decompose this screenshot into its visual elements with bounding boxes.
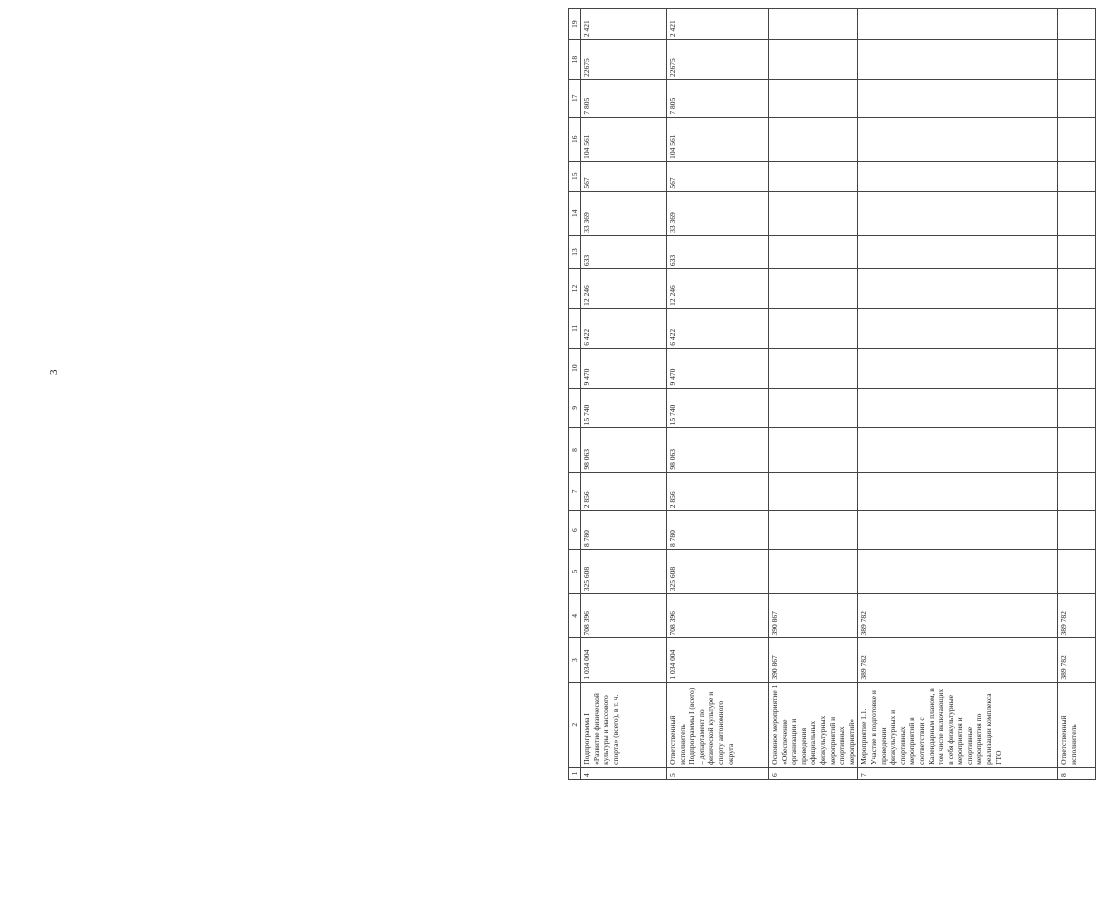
value-cell: 9 470 [581,348,667,388]
value-cell [1058,161,1096,191]
value-cell [769,388,858,428]
value-cell: 33 369 [581,191,667,235]
value-cell: 390 867 [769,638,858,682]
value-cell [858,388,1058,428]
value-cell [858,269,1058,309]
column-header: 18 [569,40,581,80]
row-description-cell: Ответственный исполнитель Подпрограммы I (всего) – департамент по физической культуре и спорту автономного округа [667,682,769,767]
value-cell [1058,428,1096,472]
value-cell [1058,9,1096,40]
value-cell [858,79,1058,117]
value-cell: 1 034 004 [581,638,667,682]
value-cell [858,428,1058,472]
value-cell [769,235,858,268]
value-cell [769,117,858,161]
value-cell: 2 421 [667,9,769,40]
column-header: 7 [569,472,581,511]
value-cell: 12 246 [581,269,667,309]
row-number-cell: 5 [667,767,769,779]
value-cell [858,348,1058,388]
column-header: 12 [569,269,581,309]
value-cell: 633 [667,235,769,268]
value-cell [858,511,1058,550]
row-number-cell: 8 [1058,767,1096,779]
value-cell: 12 246 [667,269,769,309]
value-cell: 389 782 [1058,638,1096,682]
page-number: 3 [48,369,60,375]
table-row [858,9,1058,780]
row-number-cell: 4 [581,767,667,779]
value-cell [769,549,858,593]
value-cell [858,191,1058,235]
value-cell: 389 782 [858,594,1058,638]
value-cell: 8 780 [667,511,769,550]
value-cell [1058,40,1096,80]
value-cell: 104 561 [581,117,667,161]
value-cell [1058,235,1096,268]
table-row [1058,9,1096,780]
value-cell: 325 608 [581,549,667,593]
value-cell: 2 421 [581,9,667,40]
value-cell [858,117,1058,161]
row-number-cell: 6 [769,767,858,779]
value-cell: 567 [667,161,769,191]
column-header: 17 [569,79,581,117]
header-row [569,9,581,780]
value-cell: 6 422 [581,308,667,348]
value-cell: 7 805 [581,79,667,117]
value-cell [1058,269,1096,309]
value-cell [858,549,1058,593]
value-cell [858,9,1058,40]
value-cell [858,161,1058,191]
table-row [581,9,667,780]
column-header: 8 [569,428,581,472]
value-cell [1058,472,1096,511]
column-header: 16 [569,117,581,161]
value-cell: 15 740 [667,388,769,428]
value-cell [769,472,858,511]
value-cell: 1 034 004 [667,638,769,682]
value-cell [769,161,858,191]
value-cell [769,428,858,472]
value-cell: 6 422 [667,308,769,348]
column-header: 10 [569,348,581,388]
value-cell: 708 396 [581,594,667,638]
value-cell [1058,308,1096,348]
column-header: 9 [569,388,581,428]
value-cell: 8 780 [581,511,667,550]
value-cell [858,40,1058,80]
value-cell [1058,348,1096,388]
value-cell [769,79,858,117]
value-cell: 708 396 [667,594,769,638]
value-cell: 9 470 [667,348,769,388]
column-header: 6 [569,511,581,550]
row-description-cell: Мероприятие 1.1. Участие в подготовке и проведении физкультурных и спортивных мероприятий в соответствии с Календарным планом, в том числе включающих в себя физкультурные мероприятия и спортивные мероприятия по реализации комплекса ГТО [858,682,1058,767]
table-wrapper [568,8,1096,780]
value-cell [1058,388,1096,428]
column-header: 3 [569,638,581,682]
value-cell [769,348,858,388]
budget-table [568,8,1096,780]
value-cell [1058,117,1096,161]
column-header: 15 [569,161,581,191]
column-header: 4 [569,594,581,638]
table-row [769,9,858,780]
value-cell: 22675 [581,40,667,80]
value-cell [769,40,858,80]
column-header: 11 [569,308,581,348]
row-description-cell: Подпрограмма I «Развитие физической культуры и массового спорта» (всего), в т. ч. [581,682,667,767]
row-description-cell: Ответственный исполнитель [1058,682,1096,767]
value-cell: 104 561 [667,117,769,161]
value-cell: 567 [581,161,667,191]
value-cell: 98 063 [667,428,769,472]
column-header: 13 [569,235,581,268]
value-cell: 7 805 [667,79,769,117]
value-cell [769,191,858,235]
value-cell: 33 369 [667,191,769,235]
value-cell: 98 063 [581,428,667,472]
value-cell: 22675 [667,40,769,80]
column-header: 5 [569,549,581,593]
value-cell [769,308,858,348]
value-cell [858,472,1058,511]
value-cell: 325 608 [667,549,769,593]
value-cell [858,235,1058,268]
value-cell: 2 856 [581,472,667,511]
value-cell [769,269,858,309]
value-cell [1058,549,1096,593]
value-cell: 15 740 [581,388,667,428]
value-cell [769,9,858,40]
row-number-cell: 7 [858,767,1058,779]
table-row [667,9,769,780]
value-cell: 633 [581,235,667,268]
column-header: 2 [569,682,581,767]
value-cell: 2 856 [667,472,769,511]
value-cell: 389 782 [1058,594,1096,638]
value-cell [1058,511,1096,550]
column-header: 1 [569,767,581,779]
column-header: 14 [569,191,581,235]
value-cell: 390 867 [769,594,858,638]
value-cell [1058,191,1096,235]
value-cell [858,308,1058,348]
row-description-cell: Основное мероприятие 1 «Обеспечение организации и проведения официальных физкультурных мероприятий и спортивных мероприятий» [769,682,858,767]
value-cell [1058,79,1096,117]
value-cell [769,511,858,550]
value-cell: 389 782 [858,638,1058,682]
column-header: 19 [569,9,581,40]
